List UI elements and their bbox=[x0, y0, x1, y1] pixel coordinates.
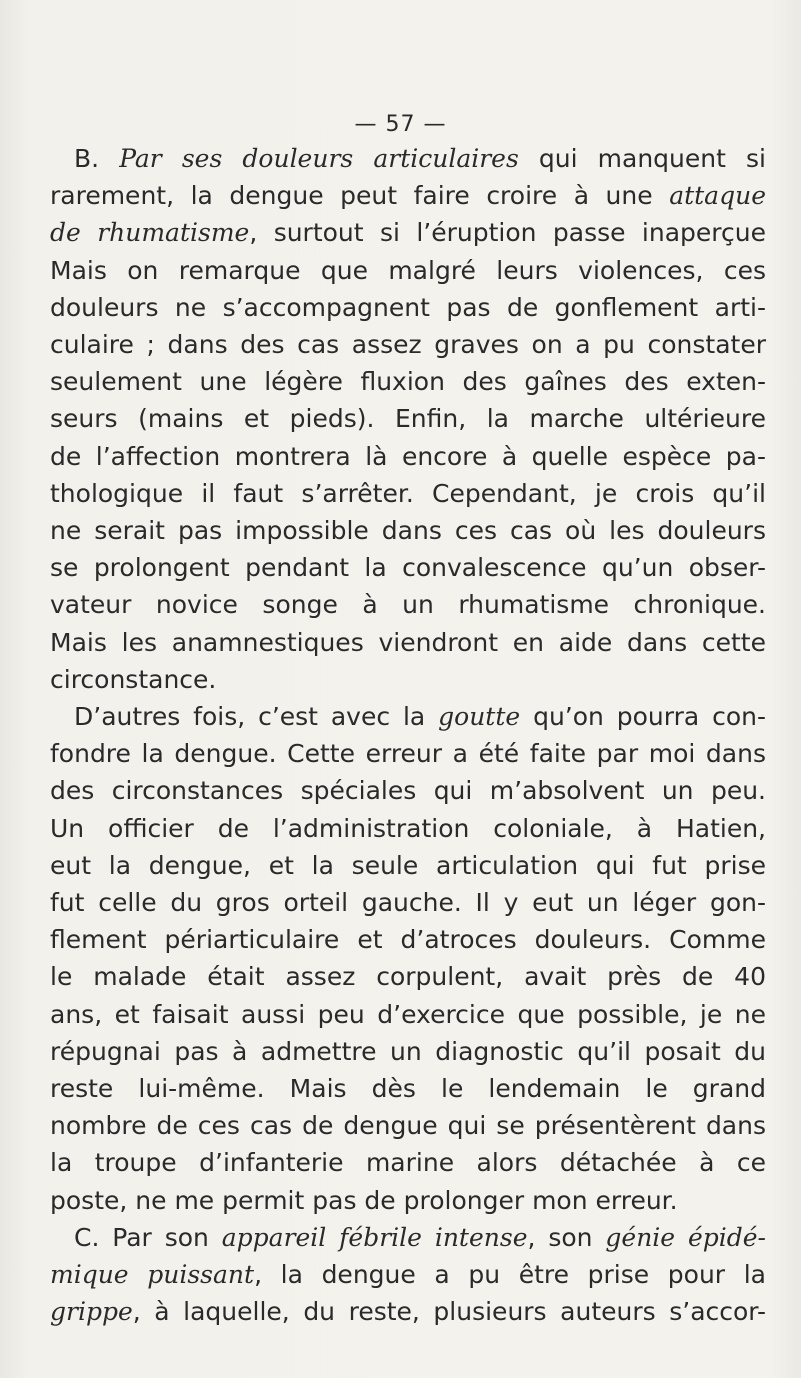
text-segment: , à laquelle, du reste, plusieurs auteurs s’accor- bbox=[132, 1297, 766, 1327]
italic-phrase: grippe bbox=[50, 1297, 133, 1327]
text-line bbox=[50, 475, 766, 512]
text-segment: reste lui-même. Mais dès le lendemain le grand bbox=[50, 1074, 766, 1104]
text-segment: poste, ne me permit pas de prolonger mon erreur. bbox=[50, 1185, 678, 1215]
text-segment: fut celle du gros orteil gauche. Il y eut un léger gon- bbox=[50, 888, 766, 918]
italic-phrase: attaque bbox=[669, 181, 766, 211]
text-line bbox=[50, 661, 766, 698]
text-segment: Mais on remarque que malgré leurs violences, ces bbox=[50, 255, 766, 285]
text-segment: de l’affection montrera là encore à quelle espèce pa- bbox=[50, 441, 766, 471]
text-line bbox=[50, 624, 766, 661]
text-line bbox=[50, 996, 766, 1033]
italic-phrase: mique puissant bbox=[50, 1260, 255, 1290]
text-segment: le malade était assez corpulent, avait près de 40 bbox=[50, 962, 766, 992]
text-segment: douleurs ne s’accompagnent pas de gonflement arti- bbox=[50, 292, 766, 322]
text-segment: , surtout si l’éruption passe inaperçue bbox=[249, 218, 766, 248]
text-line bbox=[50, 214, 766, 251]
text-segment: flement périarticulaire et d’atroces douleurs. Comme bbox=[50, 925, 766, 955]
text-line bbox=[50, 735, 766, 772]
text-segment: nombre de ces cas de dengue qui se présentèrent dans bbox=[50, 1111, 766, 1141]
text-segment: C. Par son bbox=[74, 1222, 222, 1252]
italic-phrase: Par ses douleurs articulaires bbox=[119, 144, 519, 173]
text-line bbox=[50, 512, 766, 549]
text-segment: ne serait pas impossible dans ces cas où les douleurs bbox=[50, 516, 766, 546]
text-line bbox=[50, 698, 766, 735]
text-line bbox=[50, 810, 766, 847]
italic-phrase: génie épidé- bbox=[605, 1222, 766, 1252]
text-segment: circonstance. bbox=[50, 664, 217, 694]
text-segment: thologique il faut s’arrêter. Cependant, je crois qu’il bbox=[50, 478, 766, 508]
text-line bbox=[50, 438, 766, 475]
text-segment: des circonstances spéciales qui m’absolvent un peu. bbox=[50, 776, 766, 806]
text-segment: , son bbox=[527, 1222, 606, 1252]
text-line bbox=[50, 140, 766, 177]
text-segment: Un officier de l’administration coloniale, à Hatien, bbox=[50, 813, 766, 843]
text-line bbox=[50, 549, 766, 586]
text-segment: se prolongent pendant la convalescence qu’un obser- bbox=[50, 553, 766, 583]
text-segment: , la dengue a pu être prise pour la bbox=[254, 1260, 767, 1290]
text-line bbox=[50, 363, 766, 400]
text-line bbox=[50, 1219, 766, 1256]
body-text bbox=[50, 140, 766, 1331]
text-line bbox=[50, 326, 766, 363]
text-segment: la troupe d’infanterie marine alors détachée à ce bbox=[50, 1148, 766, 1178]
text-segment: fondre la dengue. Cette erreur a été faite par moi dans bbox=[50, 739, 766, 769]
italic-phrase: appareil fébrile intense bbox=[221, 1222, 528, 1252]
text-line bbox=[50, 586, 766, 623]
text-line bbox=[50, 1293, 766, 1330]
text-line bbox=[50, 772, 766, 809]
text-segment: culaire ; dans des cas assez graves on a pu constater bbox=[50, 330, 766, 360]
text-segment: eut la dengue, et la seule articulation qui fut prise bbox=[50, 850, 766, 880]
text-line bbox=[50, 1182, 766, 1219]
text-segment: qu’on pourra con- bbox=[520, 702, 766, 732]
text-segment: répugnai pas à admettre un diagnostic qu’il posait du bbox=[50, 1036, 766, 1066]
text-line bbox=[50, 400, 766, 437]
text-segment: seurs (mains et pieds). Enfin, la marche ultérieure bbox=[50, 404, 766, 434]
italic-phrase: de rhumatisme bbox=[50, 218, 250, 248]
text-line bbox=[50, 1033, 766, 1070]
text-line bbox=[50, 921, 766, 958]
text-line bbox=[50, 289, 766, 326]
text-segment: qui manquent si bbox=[518, 144, 766, 173]
text-segment: seulement une légère fluxion des gaînes des exten- bbox=[50, 367, 766, 397]
text-line bbox=[50, 1256, 766, 1293]
text-line bbox=[50, 1144, 766, 1181]
text-line bbox=[50, 1107, 766, 1144]
text-line bbox=[50, 847, 766, 884]
text-line bbox=[50, 1070, 766, 1107]
text-segment: ans, et faisait aussi peu d’exercice que possible, je ne bbox=[50, 999, 766, 1029]
text-line bbox=[50, 252, 766, 289]
italic-phrase: goutte bbox=[438, 702, 521, 732]
text-segment: Mais les anamnestiques viendront en aide dans cette bbox=[50, 627, 766, 657]
text-line bbox=[50, 958, 766, 995]
text-segment: vateur novice songe à un rhumatisme chronique. bbox=[50, 590, 766, 620]
text-segment: rarement, la dengue peut faire croire à une bbox=[50, 181, 670, 211]
page-number: — 57 — bbox=[354, 112, 447, 137]
text-segment: D’autres fois, c’est avec la bbox=[74, 702, 439, 732]
text-segment: B. bbox=[74, 144, 120, 173]
text-line bbox=[50, 177, 766, 214]
text-line bbox=[50, 884, 766, 921]
